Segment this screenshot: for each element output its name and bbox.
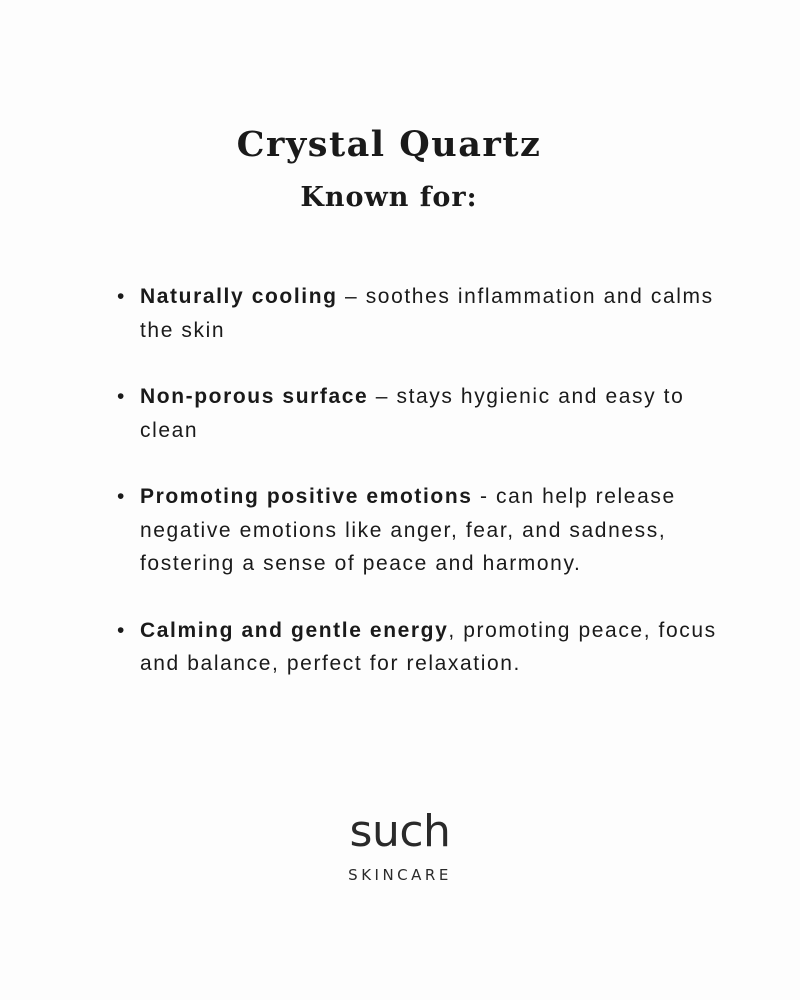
brand-tagline: SKINCARE bbox=[348, 866, 452, 884]
list-item bbox=[117, 614, 717, 681]
list-item bbox=[117, 380, 717, 447]
item-heading: Promoting positive emotions bbox=[140, 485, 473, 508]
item-heading: Non-porous surface bbox=[140, 385, 369, 408]
list-item bbox=[117, 480, 717, 581]
item-heading: Naturally cooling bbox=[140, 285, 338, 308]
brand-logo: such bbox=[349, 806, 451, 857]
item-heading: Calming and gentle energy bbox=[140, 618, 449, 642]
item-description: – stays hygienic and easy to clean bbox=[140, 385, 685, 442]
item-description: - can help release negative emotions like anger, fear, and sadness, fostering a sense of peace and harmony. bbox=[140, 485, 676, 575]
item-description: – soothes inflammation and calms the skin bbox=[140, 285, 714, 342]
list-item bbox=[117, 280, 717, 347]
bullet-icon: • bbox=[117, 485, 126, 508]
item-description: , promoting peace, focus and balance, perfect for relaxation. bbox=[140, 618, 717, 675]
bullet-icon: • bbox=[117, 285, 126, 308]
page-subtitle: Known for: bbox=[300, 182, 478, 213]
bullet-icon: • bbox=[117, 618, 126, 642]
page-title: Crystal Quartz bbox=[236, 124, 542, 165]
benefits-list bbox=[117, 280, 717, 714]
bullet-icon: • bbox=[117, 385, 126, 408]
